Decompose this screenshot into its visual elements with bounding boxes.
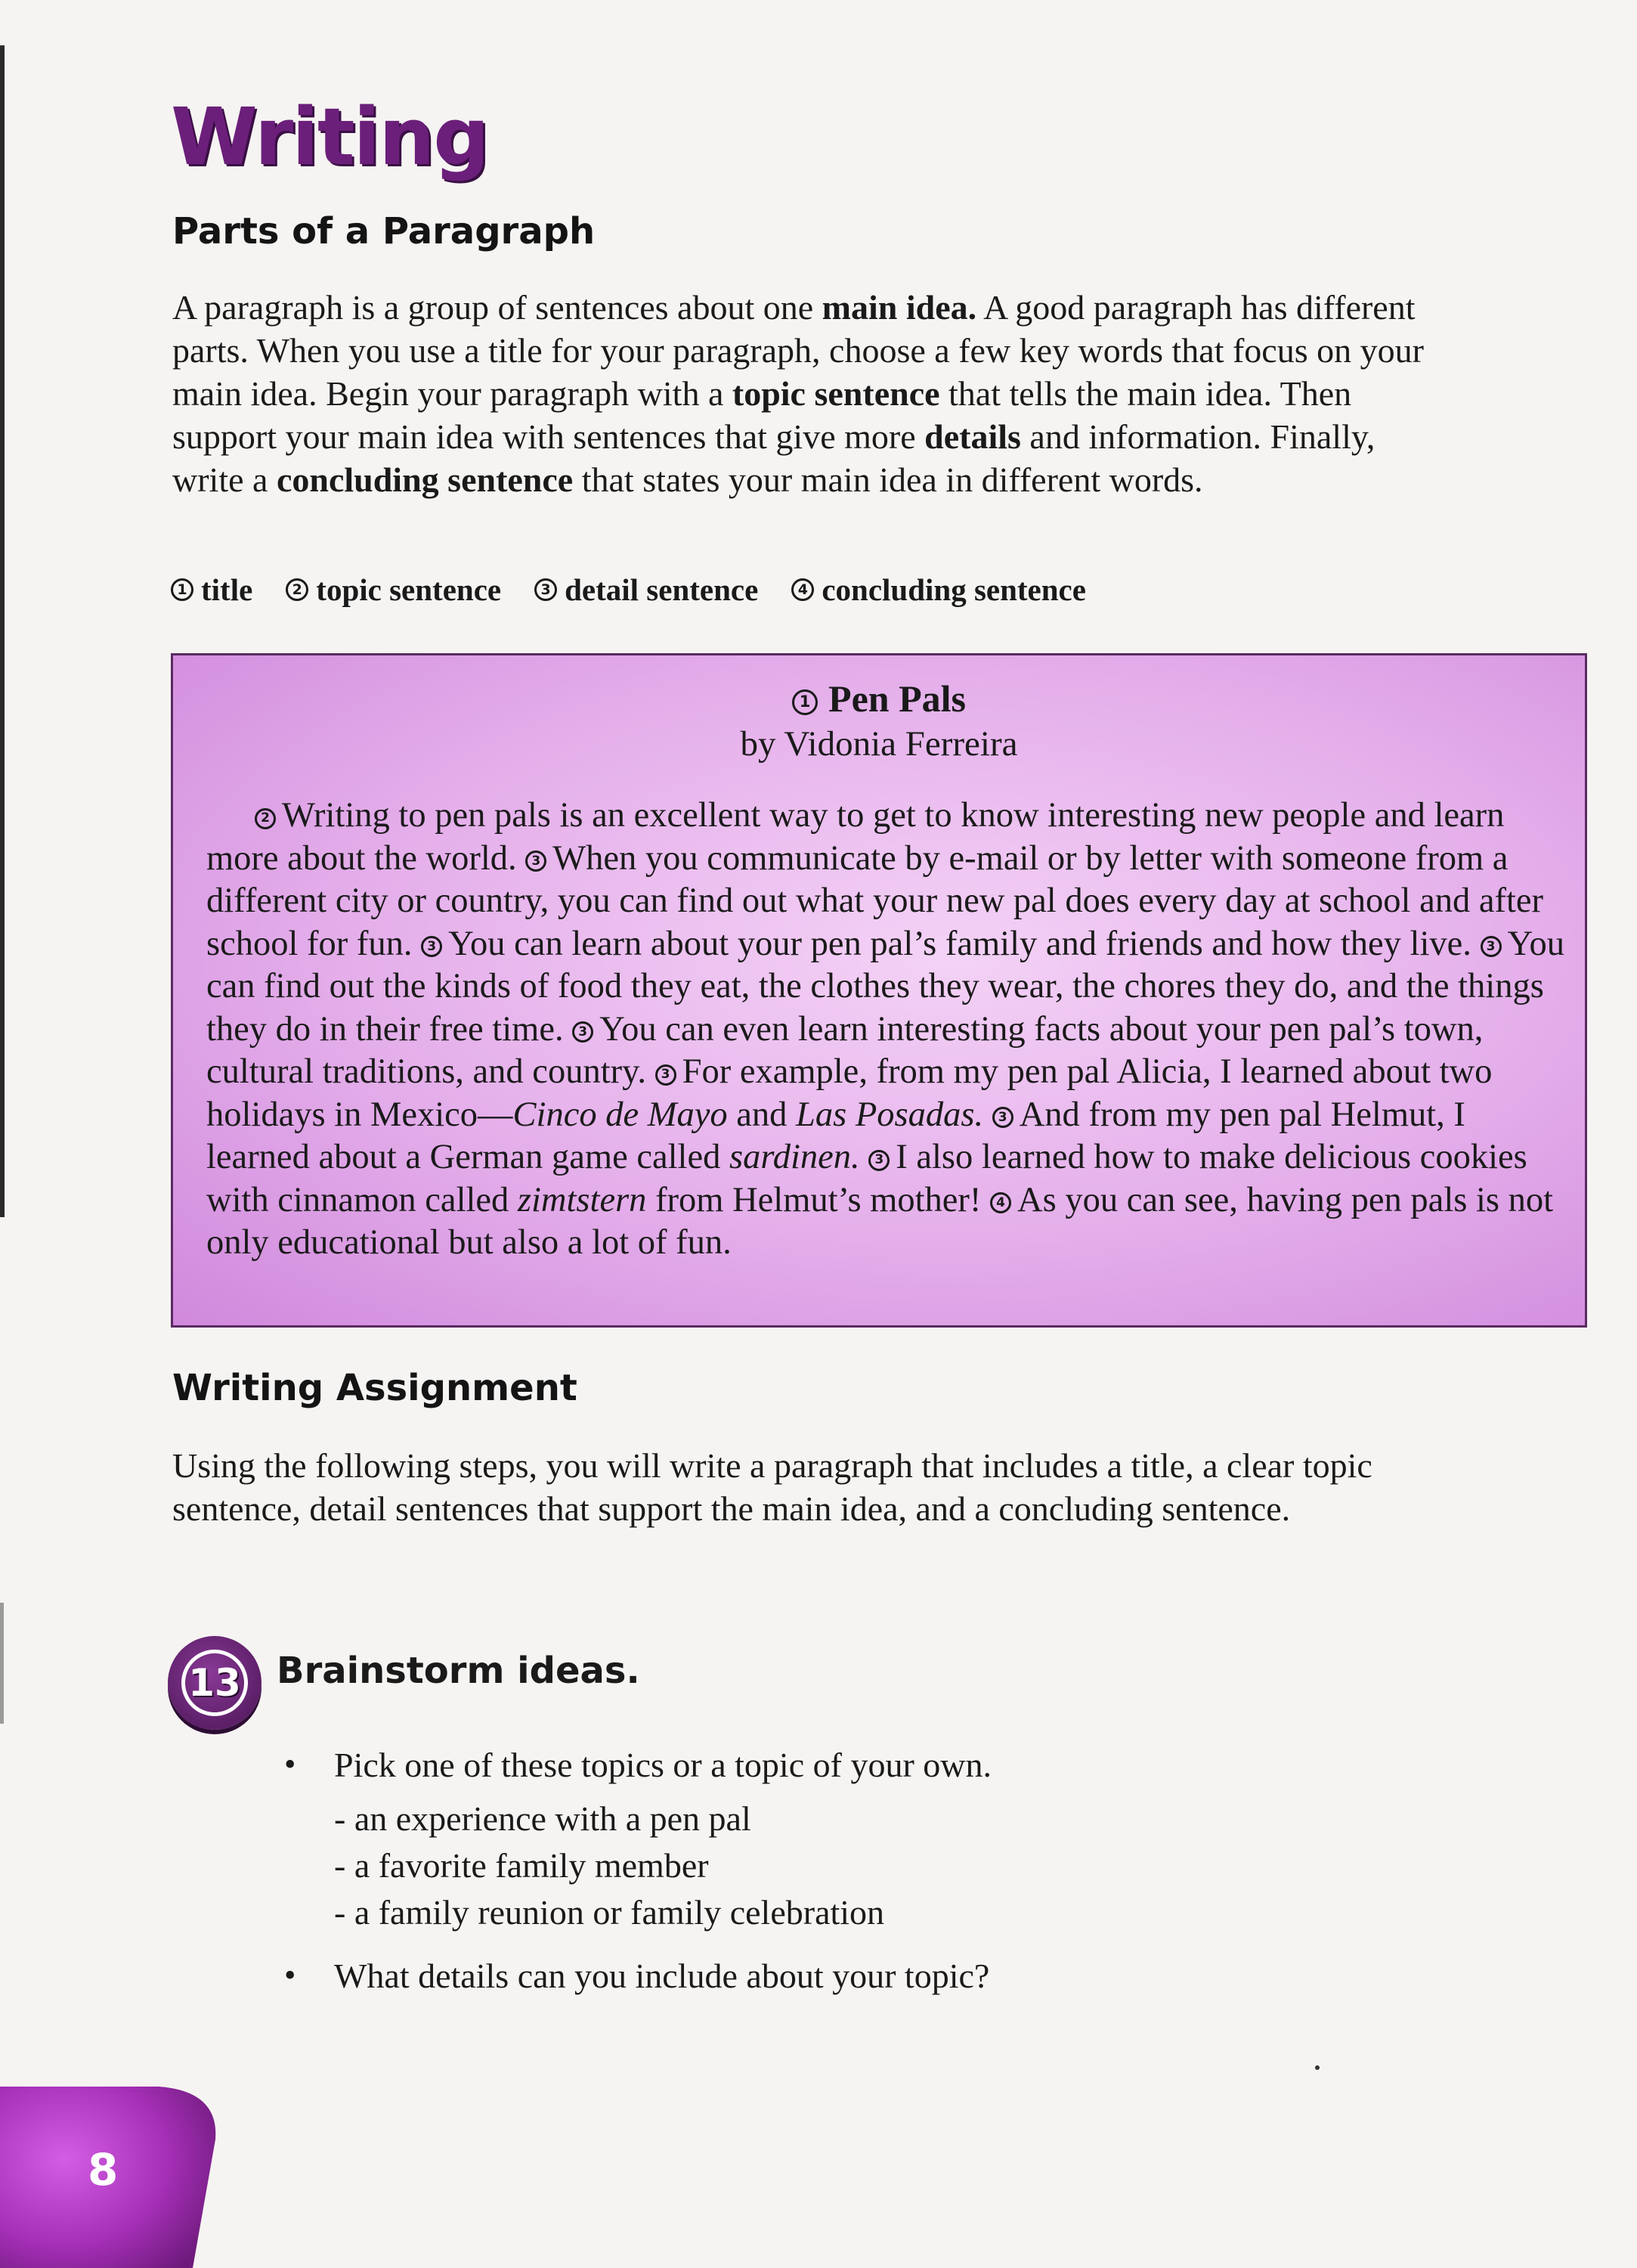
bullet-text: What details can you include about your topic? bbox=[334, 1957, 990, 1995]
intro-text: A paragraph is a group of sentences about one bbox=[172, 288, 822, 327]
key-term: concluding sentence bbox=[276, 460, 574, 499]
sentence-text bbox=[860, 1138, 869, 1176]
key-term: topic sentence bbox=[732, 374, 940, 413]
legend-label: title bbox=[201, 572, 253, 607]
legend-marker: 3 bbox=[534, 578, 557, 601]
foreign-term: sardinen. bbox=[729, 1138, 860, 1176]
assignment-text: Using the following steps, you will write a paragraph that includes a title, a clear topic sentence, detail sentences that support the main idea, and a concluding sentence. bbox=[172, 1446, 1372, 1528]
parts-legend bbox=[171, 572, 1086, 608]
sentence-text: and bbox=[727, 1095, 797, 1134]
sentence-marker: 3 bbox=[992, 1107, 1013, 1128]
legend-label: topic sentence bbox=[316, 572, 502, 607]
bullet-icon: • bbox=[284, 1746, 296, 1783]
sentence-marker: 2 bbox=[255, 808, 276, 829]
legend-item bbox=[791, 572, 1086, 608]
topic-option: - an experience with a pen pal bbox=[334, 1799, 751, 1838]
sentence-marker: 3 bbox=[1481, 936, 1502, 957]
topic-list bbox=[334, 1796, 1489, 1936]
sample-author: by Vidonia Ferreira bbox=[740, 724, 1018, 764]
sentence-marker: 3 bbox=[572, 1021, 593, 1043]
topic-option: - a family reunion or family celebration bbox=[334, 1893, 885, 1932]
intro-text: and information. Finally, write a bbox=[172, 417, 1376, 499]
bullet-text: Pick one of these topics or a topic of your own. bbox=[334, 1746, 992, 1784]
legend-label: detail sentence bbox=[565, 572, 759, 607]
step-number-badge bbox=[168, 1636, 261, 1730]
sentence-text bbox=[983, 1095, 992, 1134]
print-speck bbox=[1315, 2065, 1320, 2070]
intro-paragraph bbox=[172, 286, 1427, 501]
bullet-item bbox=[280, 1956, 1489, 1996]
sample-title-text: Pen Pals bbox=[828, 677, 966, 720]
key-term: main idea. bbox=[822, 288, 977, 327]
marker-title: 1 bbox=[792, 689, 818, 715]
page-edge-shadow-lower bbox=[0, 1603, 4, 1724]
sentence-marker: 4 bbox=[990, 1192, 1011, 1213]
intro-text: that tells the main idea. Then support your main idea with sentences that give more bbox=[172, 374, 1352, 456]
legend-item bbox=[534, 572, 758, 608]
sample-title bbox=[173, 677, 1585, 720]
key-term: details bbox=[924, 417, 1021, 456]
sentence-text: I also learned how to make delicious cookies with cinnamon called bbox=[206, 1138, 1527, 1219]
legend-marker: 2 bbox=[286, 578, 308, 601]
legend-label: concluding sentence bbox=[822, 572, 1086, 607]
sentence-text: You can find out the kinds of food they eat, the clothes they wear, the chores they do, and the things they do in their free time. bbox=[206, 924, 1564, 1049]
legend-marker: 4 bbox=[791, 578, 814, 601]
page-title: Writing bbox=[171, 91, 488, 183]
legend-marker: 1 bbox=[171, 578, 193, 601]
topic-option: - a favorite family member bbox=[334, 1846, 709, 1885]
bullet-item bbox=[280, 1745, 1489, 1936]
legend-item bbox=[286, 572, 501, 608]
sentence-marker: 3 bbox=[655, 1064, 676, 1086]
sentence-text: And from my pen pal Helmut, I learned about a German game called bbox=[206, 1095, 1465, 1176]
sentence-text: When you communicate by e-mail or by letter with someone from a different city or country, you can find out what your new pal does every day at school and after school for fun. bbox=[206, 838, 1543, 963]
foreign-term: Las Posadas. bbox=[796, 1095, 984, 1134]
sentence-marker: 3 bbox=[421, 936, 442, 957]
page-edge-shadow bbox=[0, 45, 5, 1217]
foreign-term: Cinco de Mayo bbox=[512, 1095, 728, 1134]
foreign-term: zimtstern bbox=[517, 1180, 647, 1219]
page-number: 8 bbox=[88, 2144, 119, 2195]
sentence-text: For example, from my pen pal Alicia, I learned about two holidays in Mexico— bbox=[206, 1052, 1493, 1134]
sentence-text: You can learn about your pen pal’s family and friends and how they live. bbox=[448, 924, 1481, 963]
sentence-marker: 3 bbox=[525, 850, 546, 872]
section-heading-parts: Parts of a Paragraph bbox=[172, 210, 596, 253]
step-title: Brainstorm ideas. bbox=[277, 1650, 640, 1692]
step-bullets bbox=[280, 1745, 1489, 1996]
sentence-text: You can even learn interesting facts about your pen pal’s town, cultural traditions, and country. bbox=[206, 1009, 1484, 1091]
intro-text: that states your main idea in different words. bbox=[573, 460, 1203, 499]
sentence-text: As you can see, having pen pals is not only educational but also a lot of fun. bbox=[206, 1180, 1554, 1262]
sentence-marker: 3 bbox=[868, 1150, 890, 1171]
sentence-text: Writing to pen pals is an excellent way to get to know interesting new people and learn more about the world. bbox=[206, 796, 1505, 878]
legend-item bbox=[171, 572, 252, 608]
section-heading-assignment: Writing Assignment bbox=[172, 1367, 577, 1409]
sample-body bbox=[206, 795, 1567, 1265]
sample-paragraph-box bbox=[171, 653, 1587, 1328]
bullet-icon: • bbox=[284, 1957, 296, 1994]
step-number: 13 bbox=[181, 1650, 248, 1716]
intro-text: A good paragraph has different parts. When you use a title for your paragraph, choose a few key words that focus on your main idea. Begin your paragraph with a bbox=[172, 288, 1424, 413]
sentence-text: from Helmut’s mother! bbox=[646, 1180, 991, 1219]
